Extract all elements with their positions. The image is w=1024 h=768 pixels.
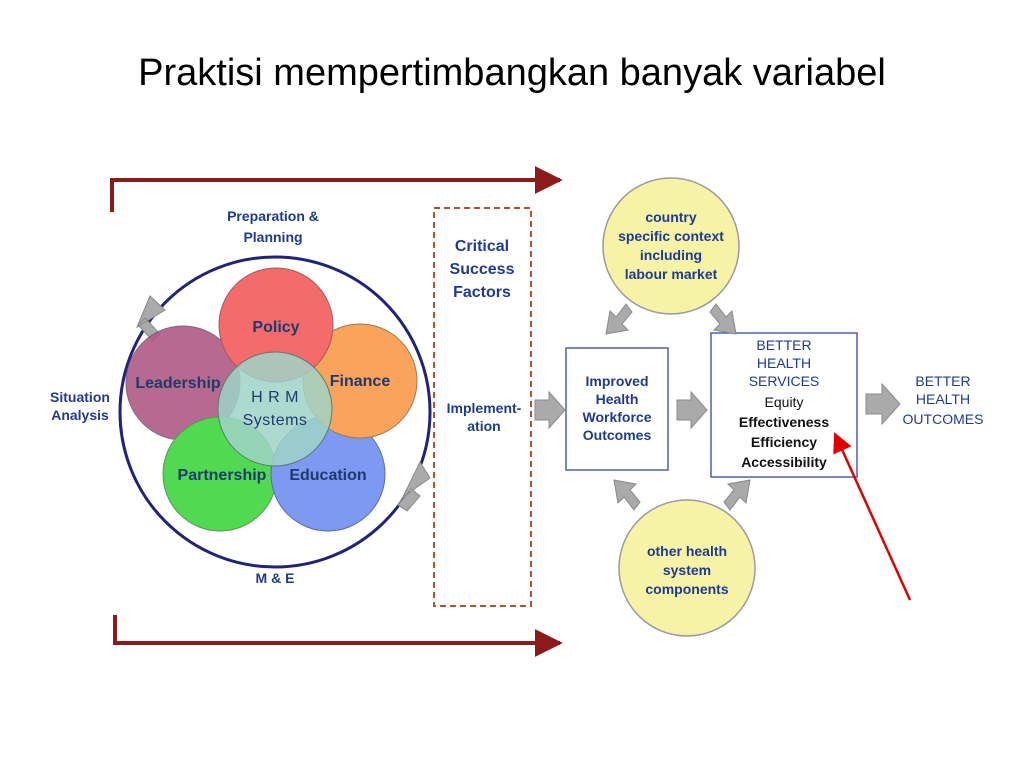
bottom-red-arrow: [115, 615, 560, 643]
context-circle: [603, 178, 739, 314]
services-item-effectiveness: Effectiveness: [738, 414, 830, 430]
hrm-label-2: Systems: [242, 412, 308, 429]
services-heading-2: HEALTH: [756, 355, 812, 371]
services-item-accessibility: Accessibility: [741, 454, 827, 470]
csf-implementation-2: ation: [467, 418, 501, 434]
context-line-1: country: [645, 209, 697, 225]
petal-partnership-label: Partnership: [177, 467, 267, 484]
context-line-4: labour market: [624, 266, 718, 282]
other-arrow-right-icon: [724, 480, 750, 510]
context-arrow-left-icon: [606, 304, 632, 334]
outcomes-line-3: OUTCOMES: [902, 411, 984, 427]
slide-title: Praktisi mempertimbangkan banyak variabel: [138, 52, 886, 94]
petal-policy-label: Policy: [252, 319, 300, 336]
arrow-to-improved-icon: [535, 392, 565, 428]
cycle-left-label-2: Analysis: [51, 407, 109, 423]
cycle-bottom-label: M & E: [255, 570, 295, 586]
improved-line-2: Health: [595, 391, 639, 407]
improved-line-3: Workforce: [582, 409, 652, 425]
petal-finance-label: Finance: [329, 373, 391, 390]
services-item-equity: Equity: [764, 394, 804, 410]
improved-line-1: Improved: [585, 373, 649, 389]
csf-title-2: Success: [449, 261, 515, 278]
csf-implementation-1: Implement-: [446, 400, 522, 416]
red-pointer-arrow: [835, 434, 910, 600]
cycle-top-label-1: Preparation &: [227, 208, 319, 224]
services-heading-3: SERVICES: [748, 373, 820, 389]
context-line-3: including: [639, 247, 703, 263]
hrm-systems-center: [218, 352, 332, 466]
context-arrow-right-icon: [710, 304, 736, 334]
other-line-3: components: [645, 581, 729, 597]
petal-education-label: Education: [289, 467, 367, 484]
services-item-efficiency: Efficiency: [750, 434, 818, 450]
context-line-2: specific context: [618, 228, 724, 244]
other-arrow-left-icon: [614, 480, 640, 510]
outcomes-line-1: BETTER: [915, 373, 971, 389]
improved-line-4: Outcomes: [582, 427, 652, 443]
arrow-to-outcomes-icon: [866, 384, 900, 424]
services-heading-1: BETTER: [756, 337, 812, 353]
arrow-to-services-icon: [677, 392, 707, 428]
other-line-1: other health: [646, 543, 728, 559]
outcomes-line-2: HEALTH: [915, 391, 971, 407]
petal-leadership-label: Leadership: [135, 375, 221, 392]
cycle-left-label-1: Situation: [50, 389, 110, 405]
csf-title-1: Critical: [454, 238, 510, 255]
other-line-2: system: [662, 562, 712, 578]
csf-title-3: Factors: [453, 284, 511, 301]
cycle-top-label-2: Planning: [243, 229, 303, 245]
hrm-label-1: H R M: [251, 389, 299, 406]
top-red-arrow: [112, 180, 560, 212]
cycle-arrow-lower-icon: [398, 462, 430, 511]
